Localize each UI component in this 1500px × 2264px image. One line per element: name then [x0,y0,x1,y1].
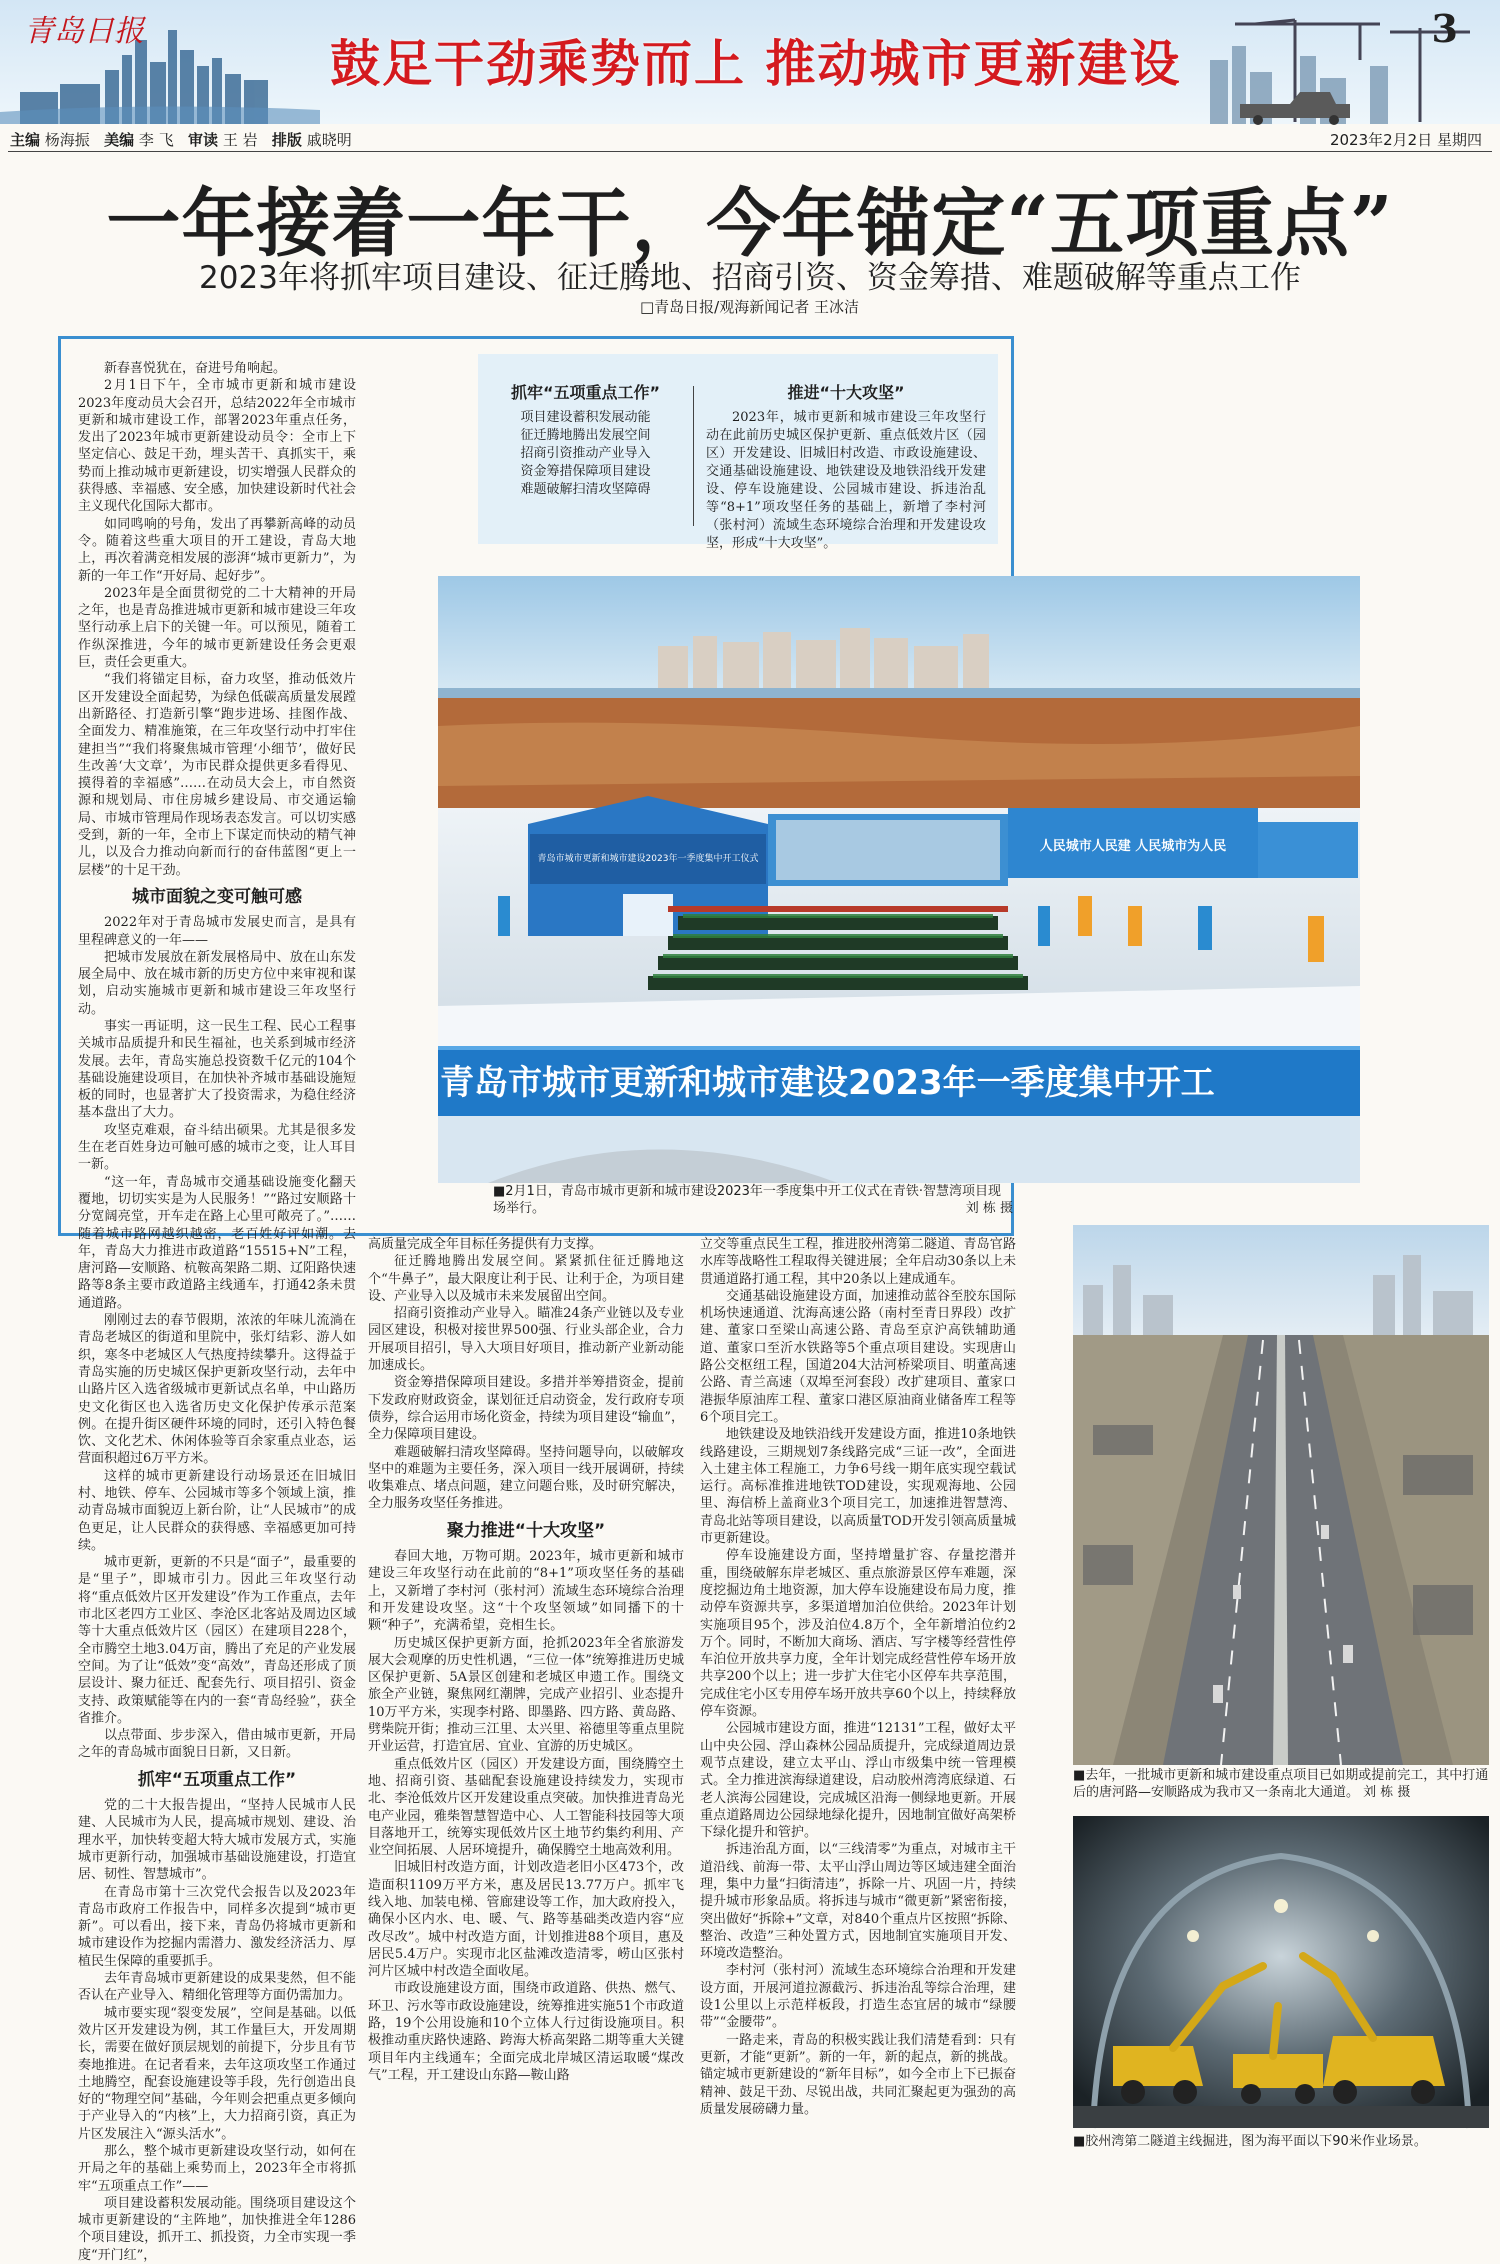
summary-item: 项目建设蓄积发展动能 [520,410,651,425]
summary-item: 招商引资推动产业导入 [520,446,651,461]
paragraph: 李村河（张村河）流域生态环境综合治理和开发建设方面，开展河道拉源截污、拆违治乱等综合治理，建设1公里以上示范样板段，打造生态宜居的城市“绿腰带”“金腰带”。 [700,1963,1016,2031]
paragraph: 如同鸣响的号角，发出了再攀新高峰的动员令。随着这些重大项目的开工建设，青岛大地上，再次着满竞相发展的澎湃“城市更新力”，为新的一年工作“开好局、起好步”。 [78,516,356,584]
paragraph: 重点低效片区（园区）开发建设方面，围绕腾空土地、招商引资、基础配套设施建设持续发力，实现市北、李沧低效片区开发建设重点突破。加快推进青岛光电产业园，雅柴智慧智造中心、人工智能科技园等大项目落地开工，统筹实现低效片区土地节约集约利用、产业空间拓展、人居环境提升，确保腾空土地高效利用。 [368,1756,684,1859]
photo2-caption-text: ■去年，一批城市更新和城市建设重点项目已如期或提前完工，其中打通后的唐河路—安顺路成为我市又一条南北大通道。 [1073,1768,1489,1800]
paragraph: 2023年是全面贯彻党的二十大精神的开局之年，也是青岛推进城市更新和城市建设三年攻坚行动承上启下的关键一年。可以预见，随着工作纵深推进，今年的城市更新建设任务会更艰巨，责任会更重大。 [78,585,356,671]
page-slogan: 鼓足干劲乘势而上 推动城市更新建设 [330,34,1182,93]
summary-box [478,354,998,551]
paragraph: 旧城旧村改造方面，计划改造老旧小区473个，改造面积1109万平方米，惠及居民13.77万户。抓牢飞线入地、加装电梯、管廊建设等工作，加大政府投入，确保小区内水、电、暖、气、路等基础类改造内容“应改尽改”。城中村改造方面，计划推进88个项目，惠及居民5.4万户。实现市北区盐滩改造清零，崂山区张村河片区城中村改造全面收尾。 [368,1860,684,1980]
header-rule [8,151,1492,152]
editorial-credits [10,129,352,150]
summary-item: 征迁腾地腾出发展空间 [520,428,651,443]
section-heading: 聚力推进“十大攻坚” [446,1520,606,1541]
review-name: 王 岩 [222,131,258,149]
summary-item: 难题破解扫清攻坚障碍 [520,482,651,497]
newspaper-logo: 青岛日报 [24,14,144,49]
groundbreaking-ceremony-photo [438,576,1360,1183]
photo1-credit: 刘 栋 摄 [965,1201,1013,1216]
masthead [0,0,1500,124]
subheadline: 2023年将抓牢项目建设、征迁腾地、招商引资、资金筹措、难题破解等重点工作 [199,260,1301,296]
page-number: 3 [1431,6,1458,51]
summary-right-text: 2023年，城市更新和城市建设三年攻坚行动在此前历史城区保护更新、重点低效片区（园区）开发建设、旧城旧村改造、市政设施建设、交通基础设施建设、地铁建设及地铁沿线开发建设、停车设施建设、公园城市建设、拆违治乱等“8+1”项攻坚任务的基础上，新增了李村河（张村河）流域生态环境综合治理和开发建设攻坚，形成“十大攻坚”。 [706,410,986,551]
article-column-2 [368,1236,684,2160]
paragraph: “这一年，青岛城市交通基础设施变化翻天覆地，切切实实是为人民服务！”“路过安顺路十分宽阔亮堂，开车走在路上心里可敞亮了。”……随着城市路网越织越密，老百姓好评如潮。去年，青岛大力推进市政道路“15515+N”工程，唐河路—安顺路、杭鞍高架路二期、辽阳路快速路等8条主要市政道路主线通车，打通42条未贯通道路。 [78,1174,356,1311]
art-label: 美编 [104,131,135,149]
paragraph: 那么，整个城市更新建设攻坚行动，如何在开局之年的基础上乘势而上，2023年全市将抓牢“五项重点工作”—— [78,2143,356,2194]
paragraph: “我们将锚定目标，奋力攻坚，推动低效片区开发建设全面起势，为绿色低碳高质量发展蹚出新路径、打造新引擎“跑步进场、挂图作战、全面发力、精准施策，在三年攻坚行动中打牢住建担当”“我们将聚焦城市管理‘小细节’，做好民生改善‘大文章’，为市民群众提供更多看得见、摸得着的幸福感”……在动员大会上，市自然资源和规划局、市住房城乡建设局、市交通运输局、市城市管理局作现场表态发言。可以切实感受到，新的一年，全市上下谋定而快动的精气神儿，以及合力推动向新而行的奋伟蓝图“更上一层楼”的十足干劲。 [78,672,356,878]
headline: 一年接着一年干，今年锚定“五项重点” [106,181,1394,267]
tunnel-scene-illustration [1073,1816,1489,2128]
summary-divider [693,386,694,526]
section-heading: 抓牢“五项重点工作” [137,1769,297,1790]
paragraph: 一路走来，青岛的积极实践让我们清楚看到：只有更新，才能“更新”。新的一年，新的起点，新的挑战。锚定城市更新建设的“新年目标”，如今全市上下已振奋精神、鼓足干劲、尽锐出战，共同汇聚起更为强劲的高质量发展磅礴力量。 [700,2032,1016,2117]
paragraph: 市政设施建设方面，围绕市政道路、供热、燃气、环卫、污水等市政设施建设，统筹推进实施51个市政道路，19个公用设施和10个立体人行过街设施项目。积极推动重庆路快速路、跨海大桥高架路二期等重大关键项目年内主线通车；全面完成北岸城区清运取暖“煤改气”工程，开工建设山东路—鞍山路 [368,1981,684,2083]
paragraph: 拆违治乱方面，以“三线清零”为重点，对城市主干道沿线、前海一带、太平山浮山周边等区域违建全面治理，集中力量“扫街清违”，拆除一片、巩固一片，持续提升城市形象品质。将拆违与城市“微更新”紧密衔接，突出做好“拆除+”文章，对840个重点片区按照“拆除、整治、改造”三种处置方式，因地制宜实施项目开发、环境改造整治。 [700,1842,1016,1962]
road-aerial-illustration [1073,1225,1489,1765]
paragraph: 事实一再证明，这一民生工程、民心工程事关城市品质提升和民生福祉，也关系到城市经济发展。去年，青岛实施总投资数千亿元的104个基础设施建设项目，在加快补齐城市基础设施短板的同时，也显著扩大了投资需求，为稳住经济基本盘出了大力。 [78,1018,356,1121]
photo2-caption [1073,1767,1489,1801]
paragraph: 2022年对于青岛城市发展史而言，是具有里程碑意义的一年—— [78,915,356,948]
summary-five-priorities [478,380,693,499]
tent-sign: 青岛市城市更新和城市建设2023年一季度集中开工仪式 [537,854,759,864]
paragraph: 这样的城市更新建设行动场景还在旧城旧村、地铁、停车、公园城市等多个领域上演，推动青岛城市面貌迈上新台阶，让“人民城市”的成色更足，让人民群众的获得感、幸福感更加可持续。 [78,1468,356,1553]
photo1-caption-text: ■2月1日，青岛市城市更新和城市建设2023年一季度集中开工仪式在青铁·智慧湾项目现场举行。 [493,1184,1002,1216]
paragraph: 公园城市建设方面，推进“12131”工程，做好太平山中央公园、浮山森林公园品质提升，完成绿道周边景观节点建设，建立太平山、浮山市级集中统一管理模式。全力推进滨海绿道建设，启动胶州湾湾底绿道、石老人滨海公园建设，完成城区沿海一侧绿地更新。开展重点道路周边公园绿地绿化提升，因地制宜做好高架桥下绿化提升和管护。 [700,1721,1016,1841]
dateline: 2023年2月2日 星期四 [1329,131,1482,149]
paragraph: 春回大地，万物可期。2023年，城市更新和城市建设三年攻坚行动在此前的“8+1”项攻坚任务的基础上，又新增了李村河（张村河）流域生态环境综合治理和开发建设攻坚。这“十个攻坚领域”如同播下的十颗“种子”，充满希望，竞相生长。 [368,1549,684,1634]
new-road-aerial-photo [1073,1225,1489,1765]
paragraph: 攻坚克难艰，奋斗结出硕果。尤其是很多发生在老百姓身边可触可感的城市之变，让人耳目一新。 [78,1122,356,1173]
summary-right-title: 推进“十大攻坚” [787,383,905,402]
tunnel-construction-photo [1073,1816,1489,2128]
paragraph: 立交等重点民生工程，推进胶州湾第二隧道、青岛官路水库等战略性工程取得关键进展；全年启动30条以上未贯通道路打通工程，其中20条以上建成通车。 [700,1237,1016,1287]
photo3-caption: ■胶州湾第二隧道主线掘进，图为海平面以下90米作业场景。 [1073,2134,1427,2149]
paragraph: 城市更新，更新的不只是“面子”，最重要的是“里子”，即城市引力。因此三年攻坚行动将“重点低效片区开发建设”作为工作重点，去年市北区老四方工业区、李沧区北客站及周边区域等十大重点低效片区（园区）在建项目228个，全市腾空土地3.04万亩，腾出了充足的产业发展空间。为了让“低效”变“高效”，青岛还形成了顶层设计、聚力征迁、配套先行、项目招引、资金支持、政策赋能等在内的一套“青岛经验”，获全省推介。 [78,1555,356,1726]
summary-left-title: 抓牢“五项重点工作” [510,383,661,402]
slogan-board: 人民城市人民建 人民城市为人民 [1039,839,1227,854]
paragraph: 地铁建设及地铁沿线开发建设方面，推进10条地铁线路建设，三期规划7条线路完成“三证一改”，全面进入土建主体工程施工，力争6号线一期年底实现空载试运行。高标准推进地铁TOD建设，实现观海地、公园里、海信桥上盖商业3个项目完工，加速推进智慧湾、青岛北站等项目建设，以高质量TOD开发引领高质量城市更新建设。 [700,1427,1016,1547]
article-column-3 [700,1236,1016,2160]
paragraph: 历史城区保护更新方面，抢抓2023年全省旅游发展大会观摩的历史性机遇，“三位一体”统筹推进历史城区保护更新、5A景区创建和老城区申遗工作。围绕文旅全产业链，聚焦网红潮牌，完成产业招引、业态提升10万平方米，实现李村路、即墨路、四方路、黄岛路、劈柴院开街；推动三江里、太兴里、裕德里等重点里院开业运营，打造宜居、宜业、宜游的历史城区。 [368,1635,684,1755]
editor-name: 杨海振 [44,131,90,149]
paragraph: 去年青岛城市更新建设的成果斐然，但不能否认在产业导入、精细化管理等方面仍需加力。 [78,1971,356,2004]
paragraph: 项目建设蓄积发展动能。围绕项目建设这个城市更新建设的“主阵地”，加快推进全年1286个项目建设，抓开工、抓投资，力全市实现一季度“开门红”， [78,2195,356,2263]
editor-label: 主编 [10,131,41,149]
paragraph: 招商引资推动产业导入。瞄准24条产业链以及专业园区建设，积极对接世界500强、行业头部企业，合力开展项目招引，导入大项目好项目，推动新产业新动能加速成长。 [368,1306,684,1374]
review-label: 审读 [188,131,219,149]
photo-banner-text: 青岛市城市更新和城市建设2023年一季度集中开工 [440,1063,1215,1103]
paragraph: 征迁腾地腾出发展空间。紧紧抓住征迁腾地这个“牛鼻子”，最大限度让利于民、让利于企，为项目建设、产业导入以及城市未来发展留出空间。 [368,1254,684,1304]
paragraph: 交通基础设施建设方面，加速推动蓝谷至胶东国际机场快速通道、沈海高速公路（南村至青日界段）改扩建、董家口至梁山高速公路、青岛至京沪高铁辅助通道、董家口至沂水铁路等5个重点项目建设。实现唐山路公交枢纽工程，国道204大沽河桥梁项目、明董高速公路、青兰高速（双埠至河套段）改扩建项目、董家口港振华原油库工程、董家口港区原油商业储备库工程等6个项目完工。 [700,1288,1016,1425]
article-column-1 [78,360,356,2263]
summary-item: 资金筹措保障项目建设 [520,464,651,479]
photo1-caption [493,1183,1013,1217]
paragraph: 以点带面、步步深入，借由城市更新，开局之年的青岛城市面貌日日新，又日新。 [78,1728,356,1761]
paragraph: 把城市发展放在新发展格局中、放在山东发展全局中、放在城市新的历史方位中来审视和谋划，启动实施城市更新和城市建设三年攻坚行动。 [78,949,356,1017]
layout-name: 戚晓明 [306,131,352,149]
photo2-credit: 刘 栋 摄 [1363,1785,1411,1800]
paragraph: 城市要实现“裂变发展”，空间是基础。以低效片区开发建设为例，其工作量巨大，开发周期长，需要在做好顶层规划的前提下，分步且有节奏地推进。在记者看来，去年这项攻坚工作通过土地腾空，配套设施建设等手段，先行创造出良好的“物理空间”基础，今年则会把重点更多倾向于产业导入的“内核”上，大力招商引资，真正为片区发展注入“源头活水”。 [78,2005,356,2142]
section-heading: 城市面貌之变可触可感 [132,886,302,907]
byline: □青岛日报/观海新闻记者 王冰洁 [640,298,859,316]
paragraph: 新春喜悦犹在，奋进号角响起。 [104,361,287,376]
paragraph: 党的二十大报告提出，“坚持人民城市人民建、人民城市为人民，提高城市规划、建设、治理水平，加快转变超大特大城市发展方式，实施城市更新行动，加强城市基础设施建设，打造宜居、韧性、智慧城市”。 [78,1798,356,1883]
art-name: 李 飞 [138,131,174,149]
paragraph: 资金筹措保障项目建设。多措并举筹措资金，提前下发政府财政资金，谋划征迁启动资金，发行政府专项债券，综合运用市场化资金，持续为项目建设“输血”，全力保障项目建设。 [368,1375,684,1443]
paragraph: 在青岛市第十三次党代会报告以及2023年青岛市政府工作报告中，同样多次提到“城市更新”。可以看出，接下来，青岛仍将城市更新和城市建设作为挖掘内需潜力、激发经济活力、厚植民生保障的重要抓手。 [78,1884,356,1969]
paragraph: 2月1日下午，全市城市更新和城市建设2023年度动员大会召开，总结2022年全市城市更新和城市建设工作，部署2023年重点任务，发出了2023年城市更新建设动员令：全市上下坚定信心、鼓足干劲，埋头苦干、真抓实干，乘势而上推动城市更新建设，切实增强人民群众的获得感、幸福感、安全感，加快建设新时代社会主义现代化国际大都市。 [78,378,356,515]
layout-label: 排版 [271,131,302,149]
paragraph: 难题破解扫清攻坚障碍。坚持问题导向，以破解攻坚中的难题为主要任务，深入项目一线开展调研，持续收集难点、堵点问题，建立问题台账，及时研究解决，全力服务攻坚任务推进。 [368,1444,684,1512]
paragraph: 高质量完成全年目标任务提供有力支撑。 [368,1237,603,1252]
summary-ten-tasks [706,380,986,553]
paragraph: 刚刚过去的春节假期，浓浓的年味儿流淌在青岛老城区的街道和里院中，张灯结彩、游人如织，寒冬中老城区人气热度持续攀升。这得益于青岛实施的历史城区保护更新攻坚行动，去年中山路片区入选省级城市更新试点名单，中山路历史文化街区也入选省历史文化保护传承示范案例。在提升街区硬件环境的同时，还引入特色餐饮、文化艺术、休闲体验等百余家重点业态，运营面积超过6万平方米。 [78,1313,356,1467]
paragraph: 停车设施建设方面，坚持增量扩容、存量挖潜并重，围绕破解东岸老城区、重点旅游景区停车难题，深度挖掘边角土地资源，加大停车设施建设布局力度，推动停车资源共享，多渠道增加泊位供给。2023年计划实施项目95个，涉及泊位4.8万个，全年新增泊位约2万个。同时，不断加大商场、酒店、写字楼等经营性停车泊位开放共享力度，全年计划完成经营性停车场开放共享200个以上；进一步扩大住宅小区停车共享范围，完成住宅小区专用停车场开放共享60个以上，持续释放停车资源。 [700,1548,1016,1720]
